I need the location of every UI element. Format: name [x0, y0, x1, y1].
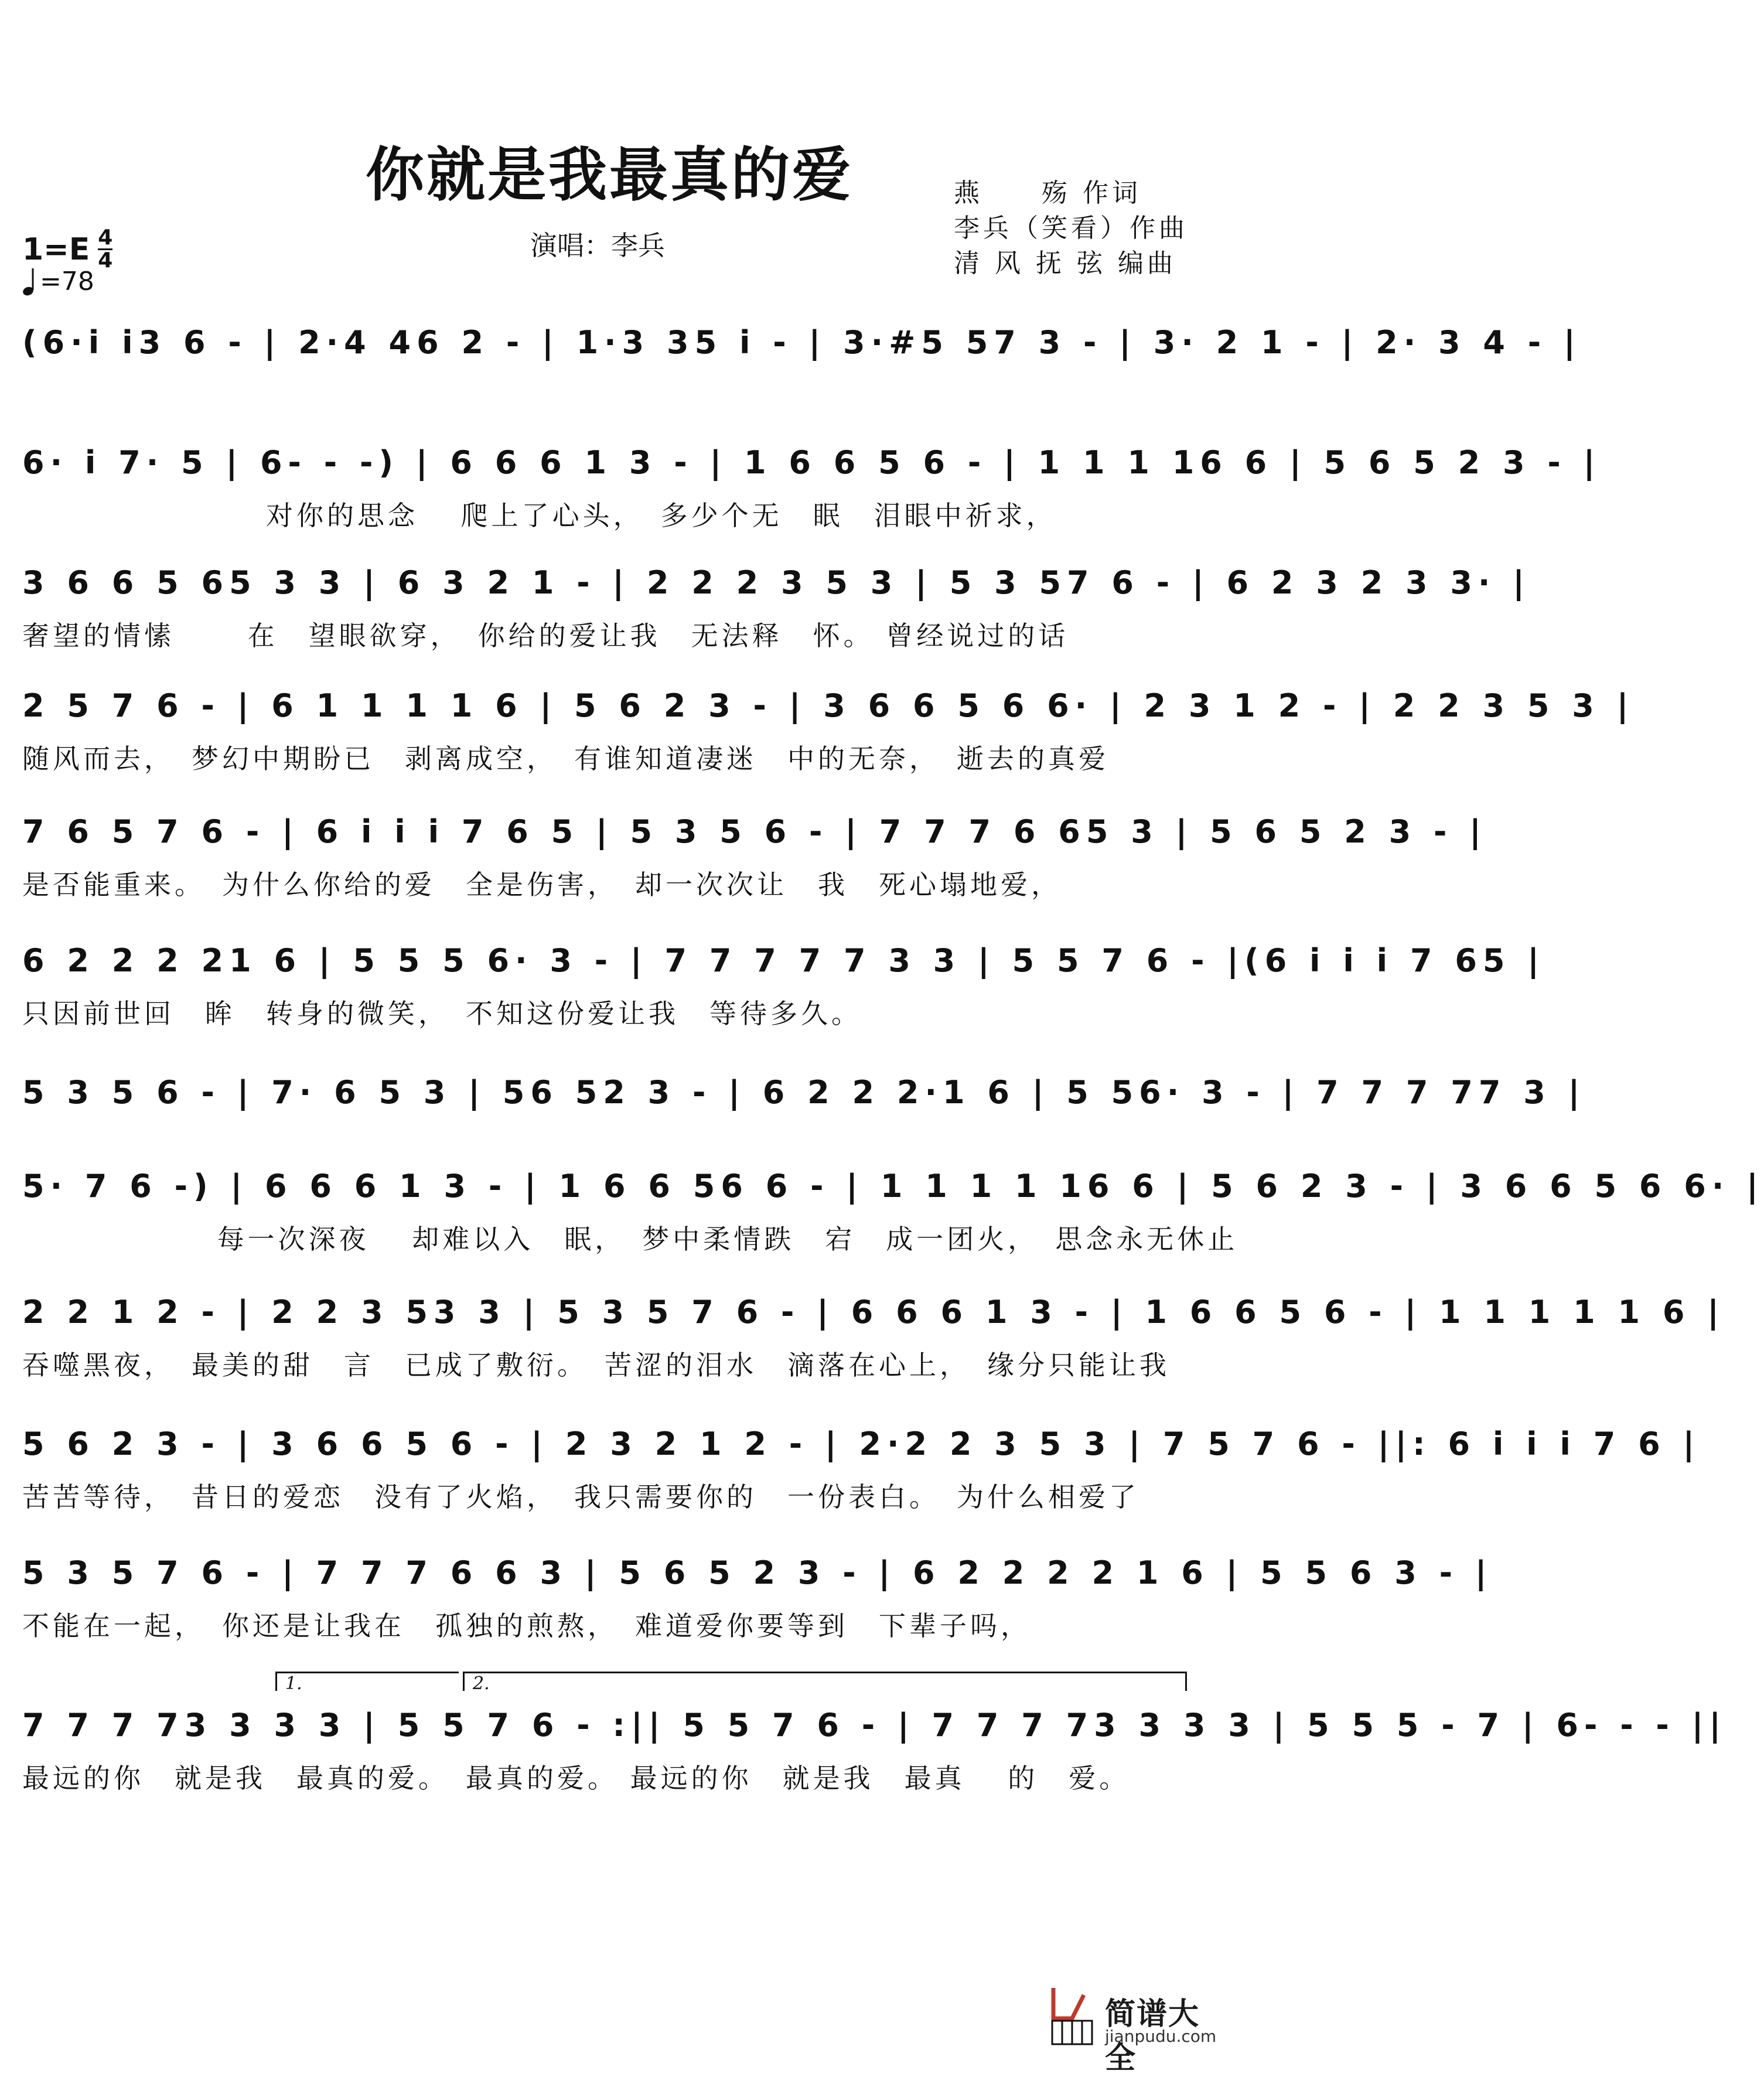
lyrics-line: 是否能重来。 为什么你给的爱 全是伤害， 却一次次让 我 死心塌地爱， [22, 869, 1062, 901]
staff-row [22, 1060, 1586, 1166]
site-logo [1049, 1983, 1217, 2076]
staff-row [22, 929, 1545, 1034]
notes-line: 6 2 2 2 21 6 | 5 5 5 6· 3 - | 7 7 7 7 7 3 3 | 5 5 7 6 - |(6 i i i 7 65 | [22, 942, 1545, 979]
staff-row [22, 431, 1601, 536]
lyrics-line: 最远的你 就是我 最真的爱。 最真的爱。 最远的你 就是我 最真 的 爱。 [22, 1762, 1130, 1794]
lyrics-line: 每一次深夜 却难以入 眠， 梦中柔情跌 宕 成一团火， 思念永无休止 [22, 1223, 1238, 1255]
time-signature-top: 4 [98, 226, 113, 250]
quarter-note-icon [22, 267, 36, 296]
time-signature-bottom: 4 [98, 248, 113, 272]
logo-name: 简谱大全 [1105, 1997, 1200, 2076]
tempo-mark [22, 267, 94, 296]
first-ending-label: 1. [285, 1673, 302, 1694]
notes-line: 7 7 7 73 3 3 3 | 5 5 7 6 - :|| 5 5 7 6 - | 7 7 7 73 3 3 3 | 5 5 5 - 7 | 6- - - || [22, 1707, 1727, 1744]
notes-line: (6·i i3 6 - | 2·4 46 2 - | 1·3 35 i - | 3·#5 57 3 - | 3· 2 1 - | 2· 3 4 - | [22, 324, 1581, 361]
staff-row [22, 1280, 1725, 1386]
song-title: 你就是我最真的爱 [366, 140, 853, 209]
lyrics-line: 奢望的情愫 在 望眼欲穿， 你给的爱让我 无法释 怀。 曾经说过的话 [22, 620, 1069, 652]
lyrics-line: 只因前世回 眸 转身的微笑， 不知这份爱让我 等待多久。 [22, 998, 862, 1029]
staff-row [22, 800, 1487, 905]
piano-keys-icon [1049, 1983, 1099, 2048]
key-label: 1=E [22, 231, 90, 267]
staff-row [22, 311, 1581, 416]
notes-line: 5 6 2 3 - | 3 6 6 5 6 - | 2 3 2 1 2 - | 2·2 2 3 5 3 | 7 5 7 6 - ||: 6 i i i 7 6 | [22, 1425, 1701, 1462]
lyrics-line: 吞噬黑夜， 最美的甜 言 已成了敷衍。 苦涩的泪水 滴落在心上， 缘分只能让我 [22, 1349, 1170, 1381]
tempo-value: =78 [40, 267, 94, 296]
arranger-credit: 清 风 抚 弦 编曲 [954, 248, 1176, 278]
singer-line: 演唱：李兵 [530, 230, 665, 261]
lyrics-line: 不能在一起， 你还是让我在 孤独的煎熬， 难道爱你要等到 下辈子吗， [22, 1610, 1031, 1642]
lyrics-line: 随风而去， 梦幻中期盼已 剥离成空， 有谁知道凄迷 中的无奈， 逝去的真爱 [22, 743, 1109, 775]
credits [954, 176, 1200, 281]
notes-line: 7 6 5 7 6 - | 6 i i i 7 6 5 | 5 3 5 6 - | 7 7 7 6 65 3 | 5 6 5 2 3 - | [22, 813, 1487, 850]
notes-line: 3 6 6 5 65 3 3 | 6 3 2 1 - | 2 2 2 3 5 3 | 5 3 57 6 - | 6 2 3 2 3 3· | [22, 564, 1530, 601]
notes-line: 2 5 7 6 - | 6 1 1 1 1 6 | 5 6 2 3 - | 3 6 6 5 6 6· | 2 3 1 2 - | 2 2 3 5 3 | [22, 687, 1635, 724]
second-ending-label: 2. [473, 1673, 490, 1694]
time-signature [98, 227, 112, 271]
notes-line: 2 2 1 2 - | 2 2 3 53 3 | 5 3 5 7 6 - | 6 6 6 1 3 - | 1 6 6 5 6 - | 1 1 1 1 1 6 | [22, 1294, 1725, 1331]
staff-row [22, 1541, 1493, 1646]
logo-url: jianpudu.com [1105, 2027, 1217, 2046]
second-ending-bracket [463, 1672, 1187, 1694]
notes-line: 6· i 7· 5 | 6- - -) | 6 6 6 1 3 - | 1 6 6 5 6 - | 1 1 1 16 6 | 5 6 5 2 3 - | [22, 444, 1601, 481]
lyrics-line: 苦苦等待， 昔日的爱恋 没有了火焰， 我只需要你的 一份表白。 为什么相爱了 [22, 1481, 1139, 1513]
staff-row [22, 674, 1635, 779]
staff-row [22, 1154, 1764, 1260]
staff-row [22, 1693, 1727, 1799]
lyrics-line: 对你的思念 爬上了心头， 多少个无 眠 泪眼中祈求， [22, 500, 1057, 531]
key-signature [22, 227, 112, 271]
notes-line: 5 3 5 7 6 - | 7 7 7 6 6 3 | 5 6 5 2 3 - | 6 2 2 2 2 1 6 | 5 5 6 3 - | [22, 1554, 1493, 1591]
composer-credit: 李兵（笑看）作曲 [954, 213, 1188, 243]
notes-line: 5 3 5 6 - | 7· 6 5 3 | 56 52 3 - | 6 2 2 2·1 6 | 5 56· 3 - | 7 7 7 77 3 | [22, 1074, 1586, 1111]
lyrics-line [22, 375, 1200, 416]
staff-row [22, 551, 1530, 656]
staff-row [22, 1412, 1701, 1517]
notes-line: 5· 7 6 -) | 6 6 6 1 3 - | 1 6 6 56 6 - | 1 1 1 1 16 6 | 5 6 2 3 - | 3 6 6 5 6 6· | [22, 1168, 1764, 1205]
lyricist-credit: 燕 殇 作词 [954, 178, 1141, 208]
first-ending-bracket [275, 1672, 459, 1694]
